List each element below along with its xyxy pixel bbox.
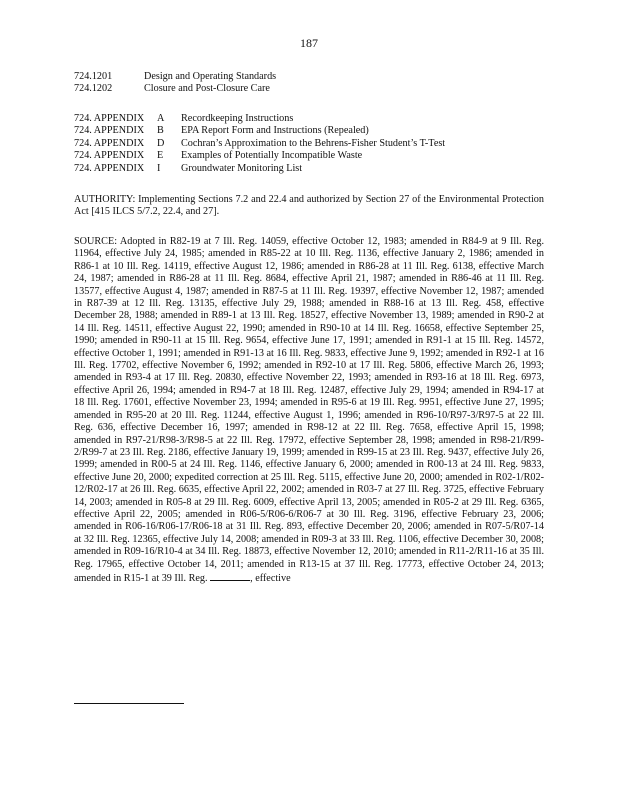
section-title: Design and Operating Standards [144,71,277,82]
appendix-title: Groundwater Monitoring List [181,162,303,174]
appendix-prefix: 724. APPENDIX [74,137,145,149]
section-number: 724.1201 [74,71,113,82]
appendix-row [74,138,445,150]
authority-note: AUTHORITY: Implementing Sections 7.2 and 22.4 and authorized by Section 27 of the Environmental Protection Act [415 ILCS 5/7.2, 22.4, and 27]. [74,194,544,218]
appendix-row [74,113,445,125]
appendix-letter: A [157,113,165,124]
source-note [74,236,544,585]
section-number: 724.1202 [74,83,113,95]
appendix-row [74,163,445,175]
section-row [74,83,276,95]
appendix-title: Examples of Potentially Incompatible Waste [181,150,363,162]
appendix-row [74,125,445,137]
section-row [74,71,276,83]
appendix-title: Cochran’s Approximation to the Behrens-Fisher Student’s T-Test [181,137,446,149]
appendix-row [74,150,445,162]
appendix-letter: B [157,125,164,137]
appendix-list [74,113,445,175]
appendix-prefix: 724. APPENDIX [74,113,145,124]
appendix-title: Recordkeeping Instructions [181,113,294,124]
footnote-rule [74,703,184,704]
source-tail: , effective [250,572,291,584]
appendix-prefix: 724. APPENDIX [74,162,145,174]
appendix-letter: E [157,150,164,162]
appendix-title: EPA Report Form and Instructions (Repealed) [181,125,369,137]
blank-line [210,571,250,581]
source-text: SOURCE: Adopted in R82-19 at 7 Ill. Reg. 14059, effective October 12, 1983; amended in R84-9 at 9 Ill. Reg. 11964, effective July 24, 1985; amended in R85-22 at 10 Ill. Reg. 1136, effective January 2, 1986; amended in R86-1 at 10 Ill. Reg. 14119, effective August 12, 1986; amended in R86-28 at 11 Ill. Reg. 6138, effective March 24, 1987; amended in R86-28 at 11 Ill. Reg. 8684, effective April 21, 1987; amended in R86-46 at 11 Ill. Reg. 13577, effective August 4, 1987; amended in R87-5 at 11 Ill. Reg. 19397, effective November 12, 1987; amended in R87-39 at 12 Ill. Reg. 13135, effective July 29, 1988; amended in R88-16 at 13 Ill. Reg. 458, effective December 28, 1988; amended in R89-1 at 13 Ill. Reg. 18527, effective November 13, 1989; amended in R90-2 at 14 Ill. Reg. 14511, effective August 22, 1990; amended in R90-10 at 14 Ill. Reg. 16658, effective September 25, 1990; amended in R90-11 at 15 Ill. Reg. 9654, effective June 17, 1991; amended in R91-1 at 15 Ill. Reg. 14572, effective October 1, 1991; amended in R91-13 at 16 Ill. Reg. 9833, effective June 9, 1992; amended in R92-1 at 16 Ill. Reg. 17702, effective November 6, 1992; amended in R92-10 at 17 Ill. Reg. 5806, effective March 26, 1993; amended in R93-4 at 17 Ill. Reg. 20830, effective November 22, 1993; amended in R93-16 at 18 Ill. Reg. 6973, effective April 26, 1994; amended in R94-7 at 18 Ill. Reg. 12487, effective July 29, 1994; amended in R94-17 at 18 Ill. Reg. 17601, effective November 23, 1994; amended in R95-6 at 19 Ill. Reg. 9951, effective June 27, 1995; amended in R95-20 at 20 Ill. Reg. 11244, effective August 1, 1996; amended in R96-10/R97-3/R97-5 at 22 Ill. Reg. 636, effective December 16, 1997; amended in R98-12 at 22 Ill. Reg. 7658, effective April 15, 1998; amended in R97-21/R98-3/R98-5 at 22 Ill. Reg. 17972, effective September 28, 1998; amended in R98-21/R99-2/R99-7 at 23 Ill. Reg. 2186, effective January 19, 1999; amended in R99-15 at 23 Ill. Reg. 9437, effective July 26, 1999; amended in R00-5 at 24 Ill. Reg. 1146, effective January 6, 2000; amended in R00-13 at 24 Ill. Reg. 9833, effective June 20, 2000; expedited correction at 25 Ill. Reg. 5115, effective June 20, 2000; amended in R02-1/R02-12/R02-17 at 26 Ill. Reg. 6635, effective April 22, 2002; amended in R03-7 at 27 Ill. Reg. 3725, effective February 14, 2003; amended in R05-8 at 29 Ill. Reg. 6009, effective April 13, 2005; amended in R05-2 at 29 Ill. Reg. 6365, effective April 22, 2005; amended in R06-5/R06-6/R06-7 at 30 Ill. Reg. 3196, effective February 23, 2006; amended in R06-16/R06-17/R06-18 at 31 Ill. Reg. 893, effective December 20, 2006; amended in R07-5/R07-14 at 32 Ill. Reg. 12365, effective July 14, 2008; amended in R09-3 at 33 Ill. Reg. 1106, effective December 30, 2008; amended in R09-16/R10-4 at 34 Ill. Reg. 18873, effective November 12, 2010; amended in R11-2/R11-16 at 35 Ill. Reg. 17965, effective October 14, 2011; amended in R13-15 at 37 Ill. Reg. 17773, effective October 24, 2013; amended in R15-1 at 39 Ill. Reg. [74,236,544,584]
appendix-prefix: 724. APPENDIX [74,150,145,162]
section-title: Closure and Post-Closure Care [144,83,270,95]
appendix-letter: I [157,162,161,174]
appendix-prefix: 724. APPENDIX [74,125,145,137]
page-number: 187 [300,36,318,50]
section-list [74,71,276,96]
appendix-letter: D [157,137,165,149]
